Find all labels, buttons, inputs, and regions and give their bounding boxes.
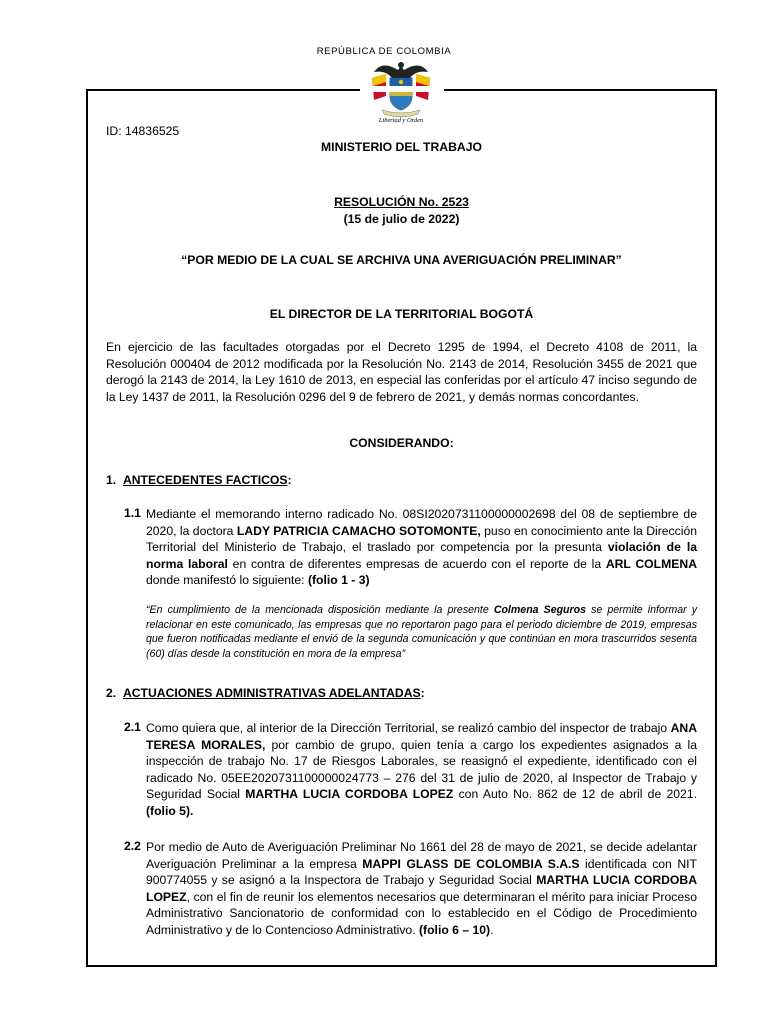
section-2-heading (106, 685, 425, 701)
quote-block (146, 603, 697, 661)
item-1-1-violation: violación de la norma laboral (146, 540, 697, 571)
document-id: ID: 14836525 (106, 124, 180, 138)
item-1-1-text-d: donde manifestó lo siguiente: (146, 573, 308, 588)
section-1-heading (106, 472, 292, 488)
item-1-1-folio: (folio 1 - 3) (307, 573, 370, 588)
resolution-number: RESOLUCIÓN No. 2523 (334, 195, 469, 209)
item-2-1-name-b: MARTHA LUCIA CORDOBA LOPEZ (245, 787, 454, 802)
item-2-1-name-a: ANA TERESA MORALES, (146, 721, 697, 752)
item-1-1-text-a: Mediante el memorando interno radicado No. 08SI2020731100000002698 del 08 de septiembre de 2020, la doctora (146, 507, 697, 538)
item-2-2-number: 2.2 (124, 839, 141, 853)
item-1-1-number: 1.1 (124, 506, 141, 520)
ministry-title: MINISTERIO DEL TRABAJO (321, 140, 482, 154)
section-2-colon: : (420, 686, 425, 700)
section-1-title: ANTECEDENTES FACTICOS (122, 473, 288, 487)
item-2-1-paragraph (146, 720, 697, 820)
item-1-1-paragraph (146, 506, 697, 589)
section-1-colon: : (287, 473, 292, 487)
item-1-1-arl: ARL COLMENA (605, 556, 697, 571)
quote-text-b: se permite informar y relacionar en este comunicado, las empresas que no reportaron pago para el periodo diciembre de 2019, empresas que fueron notificadas mediante el envió de la segunda comunicación y que continúan en mora trascurridos sesenta (60) días desde la constitución en mora de la empresa” (146, 604, 697, 660)
republic-header: REPÚBLICA DE COLOMBIA (316, 46, 452, 57)
section-1-number: 1. (106, 473, 117, 487)
considerando-heading: CONSIDERANDO: (349, 436, 454, 450)
border-gap (360, 86, 444, 92)
item-2-2-text-c: , con el fin de reunir los elementos necesarios que determinaran el mérito para iniciar Proceso Administrativo Sancionatorio de conformidad con lo establecido en el Código de Procedimiento Administrativo y de lo Contencioso Administrativo. (146, 889, 697, 937)
section-2-title: ACTUACIONES ADMINISTRATIVAS ADELANTADAS (122, 686, 421, 700)
item-2-1-text-c: con Auto No. 862 de 12 de abril de 2021. (453, 787, 697, 802)
resolution-date: (15 de julio de 2022) (343, 212, 460, 226)
item-2-2-text-d: . (490, 922, 494, 937)
item-2-2-paragraph (146, 839, 697, 939)
quote-text-a: “En cumplimiento de la mencionada disposición mediante la presente (146, 604, 494, 616)
item-2-2-company: MAPPI GLASS DE COLOMBIA S.A.S (362, 856, 580, 871)
item-2-1-folio: (folio 5). (146, 803, 194, 818)
item-2-2-inspector: MARTHA LUCIA CORDOBA LOPEZ (146, 873, 698, 904)
item-2-2-text-b: identificada con NIT 900774055 y se asignó a la Inspectora de Trabajo y Seguridad Social (146, 856, 697, 888)
director-title: EL DIRECTOR DE LA TERRITORIAL BOGOTÁ (269, 307, 534, 321)
quote-company: Colmena Seguros (493, 604, 587, 616)
section-2-number: 2. (106, 686, 117, 700)
intro-paragraph: En ejercicio de las facultades otorgadas por el Decreto 1295 de 1994, el Decreto 4108 de 2011, la Resolución 000404 de 2012 modificada por la Resolución No. 2143 de 2014, Resolución 3455 de 2021 que derogó la 2143 de 2014, la Ley 1610 de 2013, en especial las conferidas por el artículo 47 inciso segundo de la Ley 1437 de 2011, la Resolución 0296 del 9 de febrero de 2021, y demás normas concordantes. (106, 340, 697, 404)
item-2-1-text-a: Como quiera que, al interior de la Dirección Territorial, se realizó cambio del inspector de trabajo (146, 721, 671, 735)
item-1-1-text-c: en contra de diferentes empresas de acuerdo con el reporte de la (227, 556, 606, 571)
item-2-1-number: 2.1 (124, 720, 141, 734)
item-2-2-text-a: Por medio de Auto de Averiguación Preliminar No 1661 del 28 de mayo de 2021, se decide adelantar Averiguación Preliminar a la empresa (146, 840, 697, 871)
item-2-1-text-b: por cambio de grupo, quien tenía a cargo los expedientes asignados a la inspección de trabajo No. 17 de Riesgos Laborales, se reasignó el expediente, identificado con el radicado No. 05EE2020731100000024773 – 276 del 31 de julio de 2020, al Inspector de Trabajo y Seguridad Social (146, 737, 697, 802)
item-1-1-text-b: puso en conocimiento ante la Dirección Territorial del Ministerio de Trabajo, el traslado por competencia por la presunta (146, 523, 698, 555)
item-1-1-name: LADY PATRICIA CAMACHO SOTOMONTE, (236, 523, 481, 538)
item-2-2-folio: (folio 6 – 10) (419, 922, 491, 937)
svg-text:Libertad y Orden: Libertad y Orden (378, 117, 424, 124)
resolution-subject: “POR MEDIO DE LA CUAL SE ARCHIVA UNA AVERIGUACIÓN PRELIMINAR” (181, 253, 622, 267)
